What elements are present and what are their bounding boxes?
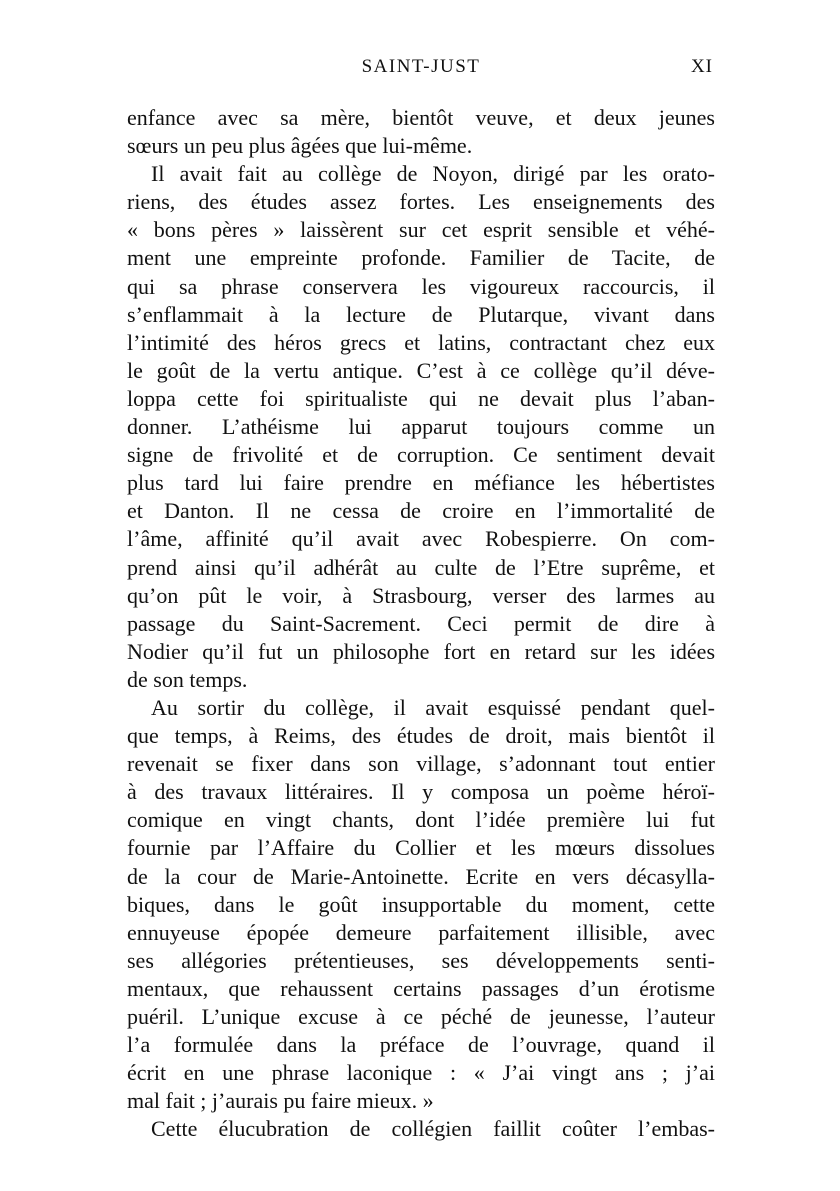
text-line: de son temps. [127, 666, 248, 692]
text-line: riens, des études assez fortes. Les enseignements des [127, 189, 715, 215]
text-line: revenait se fixer dans son village, s’adonnant tout entier [127, 751, 715, 777]
page-number: XI [690, 56, 713, 77]
text-line: écrit en une phrase laconique : « J’ai vingt ans ; j’ai [127, 1060, 715, 1086]
body-text [127, 104, 715, 1143]
text-line: fournie par l’Affaire du Collier et les mœurs dissolues [127, 835, 715, 861]
text-line: mal fait ; j’aurais pu faire mieux. » [127, 1088, 434, 1114]
text-line: comique en vingt chants, dont l’idée première lui fut [127, 807, 715, 833]
text-line: biques, dans le goût insupportable du moment, cette [127, 891, 715, 917]
text-line: qui sa phrase conservera les vigoureux raccourcis, il [127, 273, 715, 299]
text-line: donner. L’athéisme lui apparut toujours comme un [127, 414, 715, 440]
text-line: ennuyeuse épopée demeure parfaitement illisible, avec [127, 919, 715, 945]
text-line: prend ainsi qu’il adhérât au culte de l’Etre suprême, et [127, 554, 715, 580]
text-line: sœurs un peu plus âgées que lui-même. [127, 133, 473, 159]
running-title: SAINT-JUST [361, 56, 481, 77]
text-line: que temps, à Reims, des études de droit, mais bientôt il [127, 723, 715, 749]
text-line: loppa cette foi spiritualiste qui ne devait plus l’aban- [127, 385, 715, 411]
text-line: ment une empreinte profonde. Familier de Tacite, de [127, 245, 715, 271]
text-line: l’a formulée dans la préface de l’ouvrage, quand il [127, 1032, 715, 1058]
text-line: s’enflammait à la lecture de Plutarque, vivant dans [127, 301, 715, 327]
text-line: qu’on pût le voir, à Strasbourg, verser des larmes au [127, 582, 715, 608]
text-line: mentaux, que rehaussent certains passages d’un érotisme [127, 975, 715, 1001]
running-header [127, 56, 715, 86]
text-line: enfance avec sa mère, bientôt veuve, et deux jeunes [127, 105, 715, 130]
text-line: à des travaux littéraires. Il y composa un poème héroï- [127, 779, 715, 805]
text-line: Il avait fait au collège de Noyon, dirigé par les orato- [151, 161, 715, 187]
text-line: et Danton. Il ne cessa de croire en l’immortalité de [127, 498, 715, 524]
text-line: ses allégories prétentieuses, ses développements senti- [127, 947, 715, 973]
text-line: l’âme, affinité qu’il avait avec Robespierre. On com- [127, 526, 715, 552]
text-line: plus tard lui faire prendre en méfiance les hébertistes [127, 470, 715, 496]
text-line: Au sortir du collège, il avait esquissé pendant quel- [151, 694, 715, 720]
text-line: puéril. L’unique excuse à ce péché de jeunesse, l’auteur [127, 1004, 715, 1029]
text-line: Nodier qu’il fut un philosophe fort en retard sur les idées [127, 638, 715, 664]
text-line: passage du Saint-Sacrement. Ceci permit de dire à [127, 610, 715, 636]
text-line: l’intimité des héros grecs et latins, contractant chez eux [127, 329, 715, 355]
text-line: Cette élucubration de collégien faillit coûter l’embas- [151, 1116, 715, 1142]
text-line: de la cour de Marie-Antoinette. Ecrite en vers décasylla- [127, 863, 715, 889]
text-line: le goût de la vertu antique. C’est à ce collège qu’il déve- [127, 357, 715, 383]
text-line: signe de frivolité et de corruption. Ce sentiment devait [127, 442, 715, 468]
text-line: « bons pères » laissèrent sur cet esprit sensible et véhé- [127, 217, 715, 243]
